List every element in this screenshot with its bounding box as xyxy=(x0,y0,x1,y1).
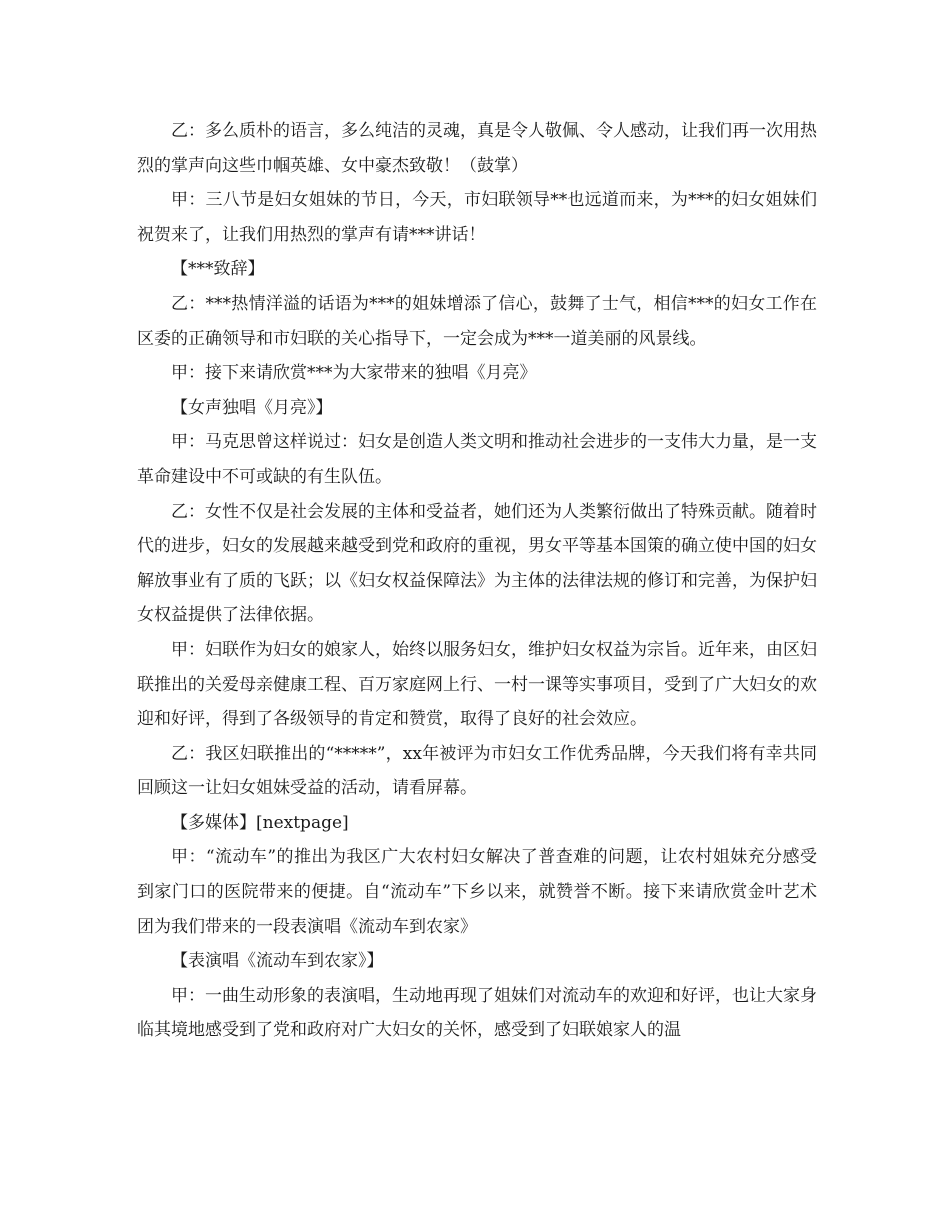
document-body xyxy=(137,114,817,1048)
paragraph-6: 【女声独唱《月亮》】 xyxy=(171,397,333,418)
paragraph-5: 甲：接下来请欣赏***为大家带来的独唱《月亮》 xyxy=(171,363,537,384)
paragraph-8: 乙：女性不仅是社会发展的主体和受益者，她们还为人类繁衍做出了特殊贡献。随着时代的进步，妇女的发展越来越受到党和政府的重视，男女平等基本国策的确立使中国的妇女解放事业有了质的飞跃；以《妇女权益保障法》为主体的法律法规的修订和完善，为保护妇女权益提供了法律依据。 xyxy=(137,501,817,626)
paragraph-10: 乙：我区妇联推出的“*****”，xx年被评为市妇女工作优秀品牌，今天我们将有幸共同回顾这一让妇女姐妹受益的活动，请看屏幕。 xyxy=(137,743,817,799)
paragraph-7: 甲：马克思曾这样说过：妇女是创造人类文明和推动社会进步的一支伟大力量，是一支革命建设中不可或缺的有生队伍。 xyxy=(137,432,817,487)
paragraph-12: 甲：“流动车”的推出为我区广大农村妇女解决了普查难的问题，让农村姐妹充分感受到家门口的医院带来的便捷。自“流动车”下乡以来，就赞誉不断。接下来请欣赏金叶艺术团为我们带来的一段表演唱《流动车到农家》 xyxy=(137,847,817,937)
paragraph-1: 乙：多么质朴的语言，多么纯洁的灵魂，真是令人敬佩、令人感动，让我们再一次用热烈的掌声向这些巾帼英雄、女中豪杰致敬！（鼓掌） xyxy=(137,121,817,176)
paragraph-2: 甲：三八节是妇女姐妹的节日，今天，市妇联领导**也远道而来，为***的妇女姐妹们祝贺来了，让我们用热烈的掌声有请***讲话！ xyxy=(137,190,817,245)
paragraph-14: 甲：一曲生动形象的表演唱，生动地再现了姐妹们对流动车的欢迎和好评，也让大家身临其境地感受到了党和政府对广大妇女的关怀，感受到了妇联娘家人的温 xyxy=(137,985,817,1041)
paragraph-13: 【表演唱《流动车到农家》】 xyxy=(171,951,384,972)
paragraph-9: 甲：妇联作为妇女的娘家人，始终以服务妇女，维护妇女权益为宗旨。近年来，由区妇联推出的关爱母亲健康工程、百万家庭网上行、一村一课等实事项目，受到了广大妇女的欢迎和好评，得到了各级领导的肯定和赞赏，取得了良好的社会效应。 xyxy=(137,639,817,730)
paragraph-4: 乙：***热情洋溢的话语为***的姐妹增添了信心，鼓舞了士气，相信***的妇女工作在区委的正确领导和市妇联的关心指导下，一定会成为***一道美丽的风景线。 xyxy=(137,293,817,349)
paragraph-11: 【多媒体】[nextpage] xyxy=(171,812,349,833)
paragraph-3: 【***致辞】 xyxy=(171,259,265,280)
